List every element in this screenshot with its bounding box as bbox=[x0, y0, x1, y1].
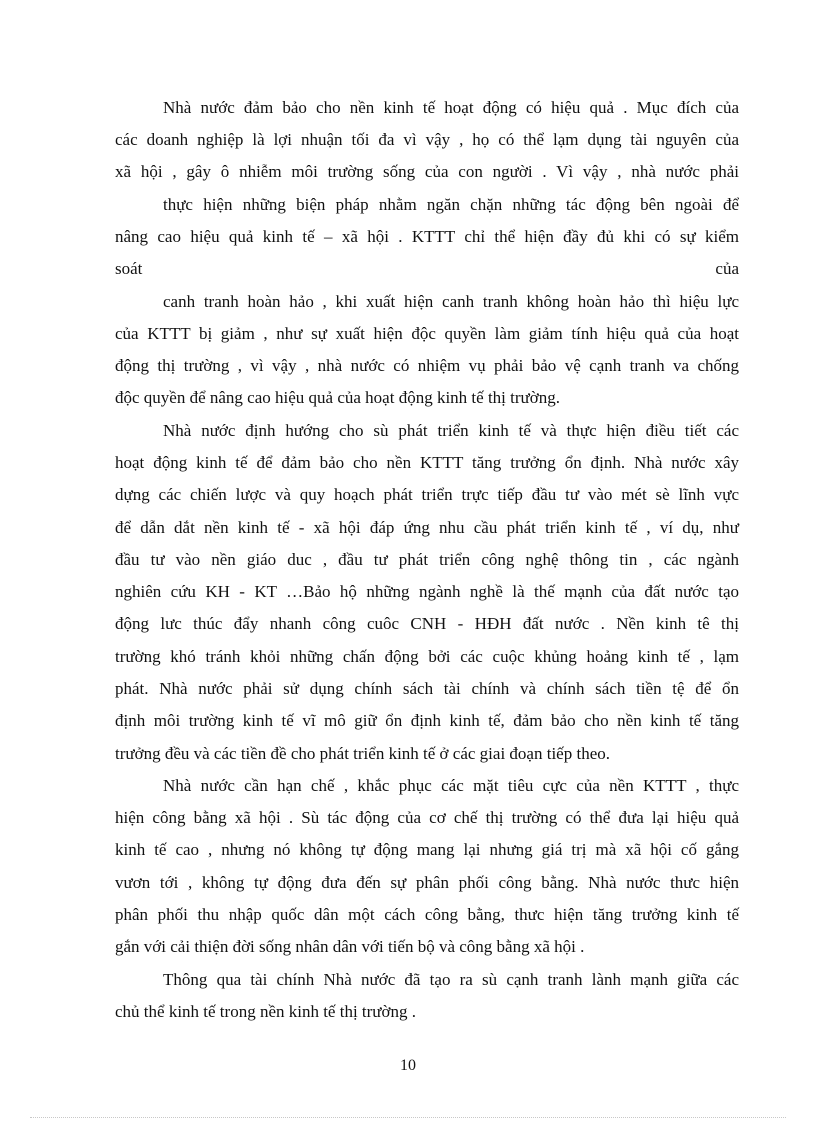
text-line: hiện công bằng xã hội . Sù tác động của cơ chế thị trường có thể đưa lại hiệu quả bbox=[115, 808, 739, 827]
text-line: nghiên cứu KH - KT …Bảo hộ những ngành nghề là thế mạnh của đất nước tạo bbox=[115, 582, 739, 601]
text-line: của KTTT bị giảm , như sự xuất hiện độc quyền làm giảm tính hiệu quả của hoạt bbox=[115, 324, 739, 343]
text-line: để dẫn dắt nền kinh tế - xã hội đáp ứng nhu cầu phát triển kinh tế , ví dụ, như bbox=[115, 518, 739, 537]
text-line: canh tranh hoàn hảo , khi xuất hiện canh tranh không hoàn hảo thì hiệu lực bbox=[163, 292, 739, 311]
text-line: chủ thể kinh tế trong nền kinh tế thị trường . bbox=[115, 1002, 417, 1021]
text-line: trưởng đều và các tiền đề cho phát triển kinh tế ở các giai đoạn tiếp theo. bbox=[115, 744, 610, 763]
text-line: phát. Nhà nước phải sử dụng chính sách tài chính và chính sách tiền tệ để ổn bbox=[115, 679, 739, 698]
text-line: gắn với cải thiện đời sống nhân dân với tiến bộ và công bằng xã hội . bbox=[115, 937, 585, 956]
text-line: vươn tới , không tự động đưa đến sự phân phối công bằng. Nhà nước thưc hiện bbox=[115, 873, 739, 892]
text-line: Nhà nước định hướng cho sù phát triển kinh tế và thực hiện điều tiết các bbox=[163, 421, 739, 440]
text-line: hoạt động kinh tế để đảm bảo cho nền KTTT tăng trưởng ổn định. Nhà nước xây bbox=[115, 453, 739, 472]
text-line: động thị trường , vì vậy , nhà nước có nhiệm vụ phải bảo vệ cạnh tranh va chống bbox=[115, 356, 739, 375]
text-line: thực hiện những biện pháp nhằm ngăn chặn những tác động bên ngoài để bbox=[163, 195, 739, 214]
text-line: đầu tư vào nền giáo duc , đầu tư phát triển công nghệ thông tin , các ngành bbox=[115, 550, 739, 569]
text-line: Thông qua tài chính Nhà nước đã tạo ra sù cạnh tranh lành mạnh giữa các bbox=[163, 970, 739, 989]
text-line: động lưc thúc đẩy nhanh công cuôc CNH - HĐH đất nước . Nền kinh tê thị bbox=[115, 614, 739, 633]
text-line: Nhà nước đảm bảo cho nền kinh tế hoạt động có hiệu quả . Mục đích của bbox=[163, 98, 739, 117]
text-line: trường khó tránh khỏi những chấn động bởi các cuộc khủng hoảng kinh tế , lạm bbox=[115, 647, 739, 666]
text-line: dựng các chiến lược và quy hoạch phát triển trực tiếp đầu tư vào mét sè lĩnh vực bbox=[115, 485, 739, 504]
text-line: xã hội , gây ô nhiễm môi trường sống của con người . Vì vậy , nhà nước phải bbox=[115, 162, 739, 181]
text-line: các doanh nghiệp là lợi nhuận tối đa vì vậy , họ có thể lạm dụng tài nguyên của bbox=[115, 130, 739, 149]
text-line: độc quyền để nâng cao hiệu quả của hoạt động kinh tế thị trường. bbox=[115, 388, 560, 407]
text-line: của bbox=[715, 259, 739, 278]
text-line: soát bbox=[115, 259, 143, 278]
text-line: nâng cao hiệu quả kinh tế – xã hội . KTTT chỉ thể hiện đầy đủ khi có sự kiểm bbox=[115, 227, 739, 246]
text-line: định môi trường kinh tế vĩ mô giữ ổn định kinh tế, đảm bảo cho nền kinh tế tăng bbox=[115, 711, 739, 730]
text-line: Nhà nước cần hạn chế , khắc phục các mặt tiêu cực của nền KTTT , thực bbox=[163, 776, 739, 795]
text-line: kinh tế cao , nhưng nó không tự động mang lại nhưng giá trị mà xã hội cố gắng bbox=[115, 840, 739, 859]
page-bottom-divider bbox=[30, 1117, 786, 1118]
page-number: 10 bbox=[400, 1057, 416, 1074]
text-line: phân phối thu nhập quốc dân một cách công bằng, thưc hiện tăng trưởng kinh tế bbox=[115, 905, 739, 924]
